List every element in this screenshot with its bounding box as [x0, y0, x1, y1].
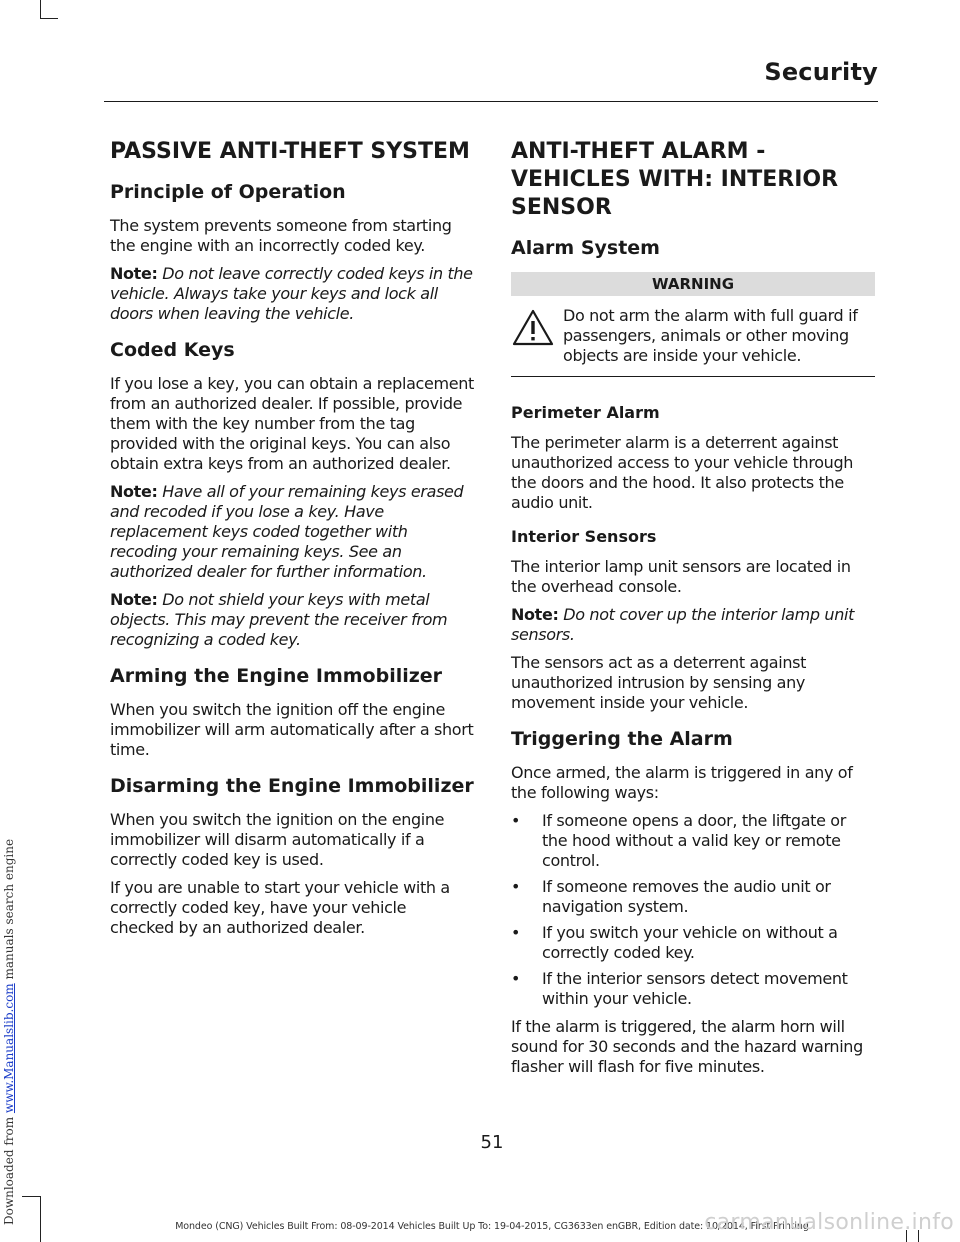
- list-item: [511, 923, 875, 963]
- header-rule: [104, 101, 878, 102]
- list-item-text: If you switch your vehicle on without a correctly coded key.: [542, 923, 838, 962]
- warning-label: WARNING: [511, 272, 875, 296]
- download-notice: [2, 839, 16, 1225]
- list-item: [511, 877, 875, 917]
- warning-text: Do not arm the alarm with full guard if passengers, animals or other moving objects are inside your vehicle.: [563, 306, 858, 365]
- perimeter-body: The perimeter alarm is a deterrent against unauthorized access to your vehicle through the doors and the hood. It also protects the audio unit.: [511, 433, 854, 512]
- interior-title: Interior Sensors: [511, 527, 657, 546]
- bullet-icon: •: [511, 923, 521, 942]
- watermark: carmanualsonline.info: [704, 1210, 954, 1235]
- disarming-body-1: When you switch the ignition on the engine immobilizer will disarm automatically if a correctly coded key is used.: [110, 810, 445, 869]
- list-item-text: If the interior sensors detect movement within your vehicle.: [542, 969, 848, 1008]
- note-label: Note:: [110, 264, 158, 283]
- bullet-icon: •: [511, 811, 521, 830]
- coded-keys-body: If you lose a key, you can obtain a replacement from an authorized dealer. If possible, provide them with the key number from the tag provided with the original keys. You can also obtain extra keys from an authorized dealer.: [110, 374, 474, 473]
- triggering-intro: Once armed, the alarm is triggered in any of the following ways:: [511, 763, 853, 802]
- interior-body-1: The interior lamp unit sensors are located in the overhead console.: [511, 557, 851, 596]
- anti-theft-alarm-heading: ANTI-THEFT ALARM - VEHICLES WITH: INTERIOR SENSOR: [511, 139, 839, 220]
- crop-mark: [40, 1196, 41, 1242]
- bullet-icon: •: [511, 969, 521, 988]
- triggering-title: Triggering the Alarm: [511, 728, 733, 750]
- interior-note: [511, 605, 875, 645]
- warning-box: [511, 306, 875, 377]
- note-label: Note:: [110, 482, 158, 501]
- interior-body-2: The sensors act as a deterrent against unauthorized intrusion by sensing any movement inside your vehicle.: [511, 653, 807, 712]
- download-prefix: Downloaded from: [2, 1113, 16, 1225]
- trigger-list: [511, 811, 875, 1009]
- note-text: Do not shield your keys with metal objects. This may prevent the receiver from recognizing a coded key.: [110, 590, 448, 649]
- crop-mark: [22, 1196, 40, 1197]
- note-text: Do not leave correctly coded keys in the vehicle. Always take your keys and lock all doors when leaving the vehicle.: [110, 264, 473, 323]
- left-column: [110, 138, 474, 946]
- bullet-icon: •: [511, 877, 521, 896]
- passive-anti-theft-heading: PASSIVE ANTI-THEFT SYSTEM: [110, 139, 470, 164]
- coded-keys-note-1: [110, 482, 474, 582]
- list-item-text: If someone opens a door, the liftgate or the hood without a valid key or remote control.: [542, 811, 846, 870]
- edition-footer: Mondeo (CNG) Vehicles Built From: 08-09-2014 Vehicles Built Up To: 19-04-2015, CG3633en enGBR, Edition date: 10/2014, First Printing: [175, 1221, 809, 1232]
- manualslib-link[interactable]: www.Manualslib.com: [2, 983, 16, 1114]
- principle-title: Principle of Operation: [110, 181, 346, 203]
- list-item: [511, 811, 875, 871]
- principle-note: [110, 264, 474, 324]
- warning-triangle-icon: [511, 308, 555, 348]
- coded-keys-title: Coded Keys: [110, 339, 235, 361]
- arming-body: When you switch the ignition off the engine immobilizer will arm automatically after a short time.: [110, 700, 474, 759]
- note-text: Do not cover up the interior lamp unit sensors.: [511, 605, 855, 644]
- note-text: Have all of your remaining keys erased and recoded if you lose a key. Have replacement keys coded together with recoding your remaining keys. See an authorized dealer for further information.: [110, 482, 464, 581]
- perimeter-title: Perimeter Alarm: [511, 403, 660, 422]
- crop-mark: [40, 18, 58, 19]
- section-title: Security: [764, 58, 878, 86]
- triggering-outro: If the alarm is triggered, the alarm horn will sound for 30 seconds and the hazard warning flasher will flash for five minutes.: [511, 1017, 863, 1076]
- coded-keys-note-2: [110, 590, 474, 650]
- arming-title: Arming the Engine Immobilizer: [110, 665, 443, 687]
- disarming-title: Disarming the Engine Immobilizer: [110, 775, 474, 797]
- page-number: 51: [480, 1132, 504, 1153]
- download-suffix: manuals search engine: [2, 838, 16, 984]
- note-label: Note:: [110, 590, 158, 609]
- principle-body: The system prevents someone from starting the engine with an incorrectly coded key.: [110, 216, 452, 255]
- crop-mark: [40, 0, 41, 18]
- disarming-body-2: If you are unable to start your vehicle with a correctly coded key, have your vehicle checked by an authorized dealer.: [110, 878, 450, 937]
- right-column: [511, 138, 875, 1085]
- list-item: [511, 969, 875, 1009]
- note-label: Note:: [511, 605, 559, 624]
- list-item-text: If someone removes the audio unit or navigation system.: [542, 877, 831, 916]
- alarm-system-title: Alarm System: [511, 237, 660, 259]
